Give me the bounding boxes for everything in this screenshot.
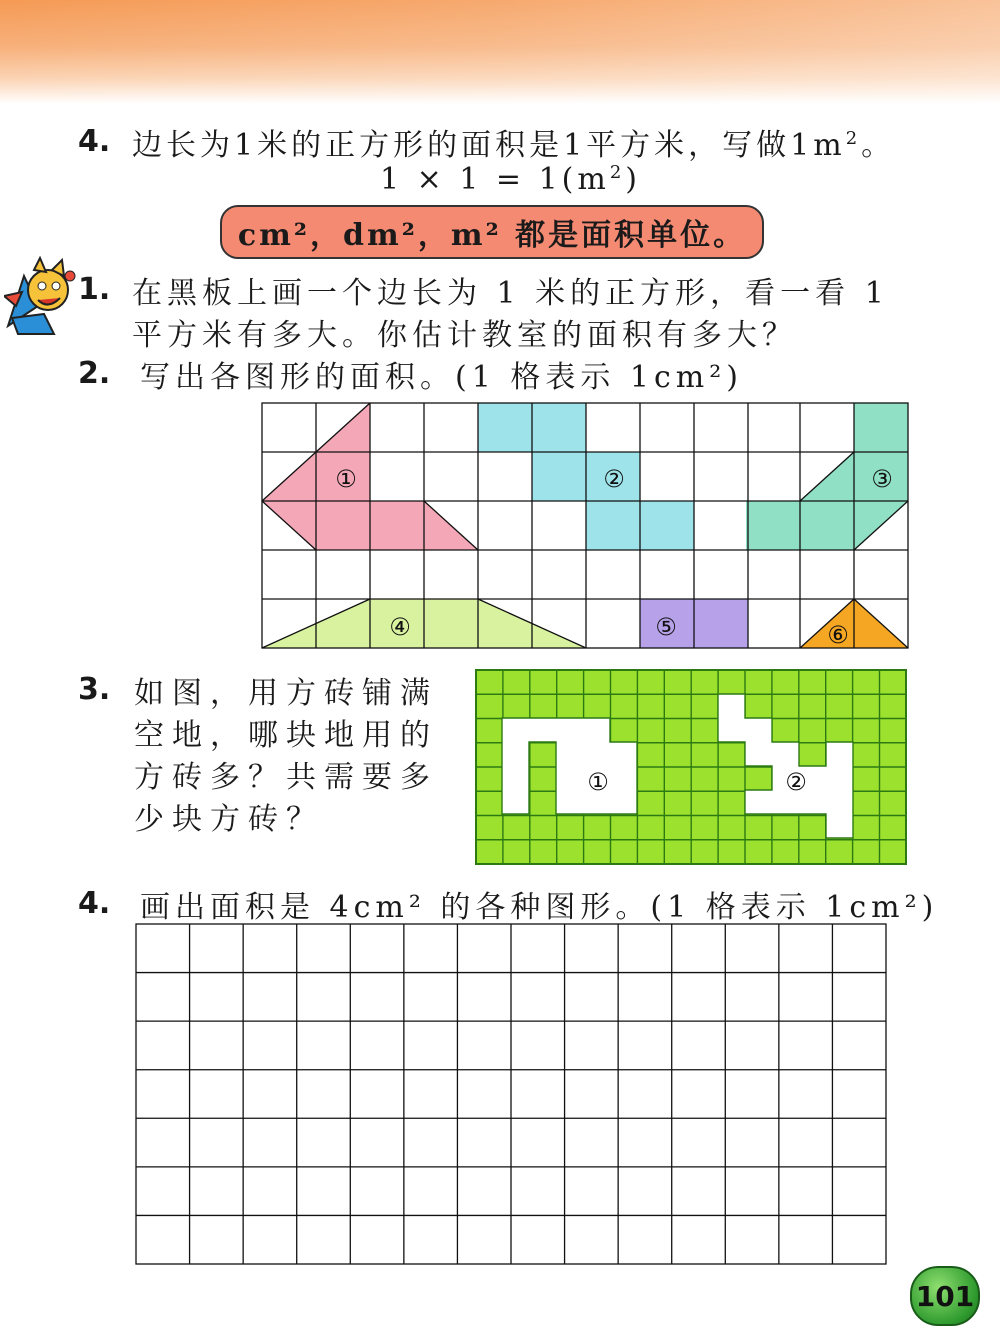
formula-sup: 2 — [609, 162, 626, 183]
shape-label-6: ⑥ — [827, 621, 849, 649]
area-label-2: ② — [785, 768, 807, 796]
q3-line1: 如图，用方砖铺满 — [134, 676, 438, 711]
q2-label: 2. — [78, 356, 111, 391]
intro-label: 4. — [78, 124, 111, 159]
area-label-1: ① — [587, 768, 609, 796]
shape-label-5: ⑤ — [655, 613, 677, 641]
q2-shapes-grid — [258, 400, 910, 650]
formula-end: ) — [625, 162, 642, 197]
top-banner — [0, 0, 1000, 104]
q4-label: 4. — [78, 886, 111, 921]
q1-line1: 在黑板上画一个边长为 1 米的正方形，看一看 1 — [132, 276, 889, 311]
shape-label-2: ② — [603, 465, 625, 493]
intro-formula — [380, 162, 641, 197]
q3-tile-grid — [474, 668, 908, 868]
q3-line4: 少块方砖？ — [134, 802, 324, 837]
q2-text: 写出各图形的面积。(1 格表示 1cm²) — [140, 360, 743, 395]
intro-line — [132, 120, 895, 164]
q3-line2: 空地，哪块地用的 — [134, 718, 438, 753]
area-units-banner: cm²，dm²，m² 都是面积单位。 — [220, 205, 764, 259]
shape-label-1: ① — [335, 465, 357, 493]
q1-label: 1. — [78, 272, 111, 307]
intro-line-sup: 2 — [845, 128, 862, 149]
shape-label-3: ③ — [871, 465, 893, 493]
intro-line-end: 。 — [861, 128, 896, 163]
q1-line2: 平方米有多大。你估计教室的面积有多大？ — [132, 318, 797, 353]
q4-text: 画出面积是 4cm² 的各种图形。(1 格表示 1cm²) — [140, 890, 939, 925]
intro-line-text: 边长为1米的正方形的面积是1平方米，写做1m — [132, 128, 846, 163]
page-number: 101 — [910, 1266, 980, 1326]
formula-text: 1 × 1 = 1(m — [380, 162, 610, 197]
mascot-icon — [4, 256, 80, 336]
shape-label-4: ④ — [389, 613, 411, 641]
q4-drawing-grid[interactable] — [134, 922, 890, 1266]
q3-line3: 方砖多？共需要多 — [134, 760, 438, 795]
q3-label: 3. — [78, 672, 111, 707]
